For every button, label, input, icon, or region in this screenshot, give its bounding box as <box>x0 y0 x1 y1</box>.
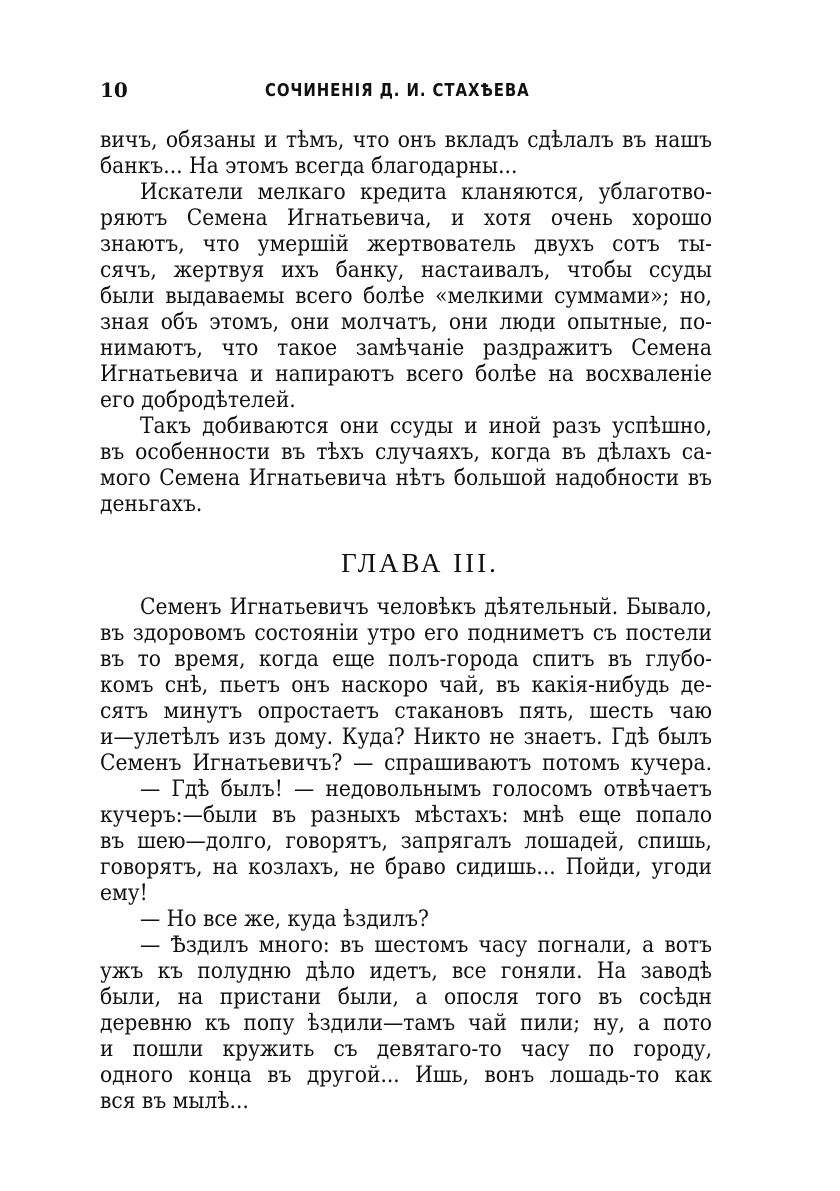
text-line: сячъ, жертвуя ихъ банку, настаивалъ, чтобы ссуды <box>100 257 712 283</box>
text-line: говорятъ, на козлахъ, не браво сидишь... Пойди, угоди <box>100 854 712 880</box>
text-line: знаютъ, что умершій жертвователь двухъ сотъ ты- <box>100 231 712 257</box>
text-line: вся въ мылѣ... <box>100 1088 249 1114</box>
chapter-heading: ГЛАВА III. <box>341 548 499 578</box>
page-number: 10 <box>100 78 128 102</box>
text-line: Семенъ Игнатьевичъ человѣкъ дѣятельный. Бывало, <box>140 594 712 620</box>
text-line: и—улетѣлъ изъ дому. Куда? Никто не знаетъ. Гдѣ былъ <box>100 724 712 750</box>
paragraph-block-1 <box>100 127 712 517</box>
text-line: ужъ къ полудню дѣло идетъ, все гоняли. На заводѣ <box>100 958 712 984</box>
text-line: въ здоровомъ состояніи утро его подниметъ съ постели <box>100 620 712 646</box>
text-line: деревню къ попу ѣздили—тамъ чай пили; ну, а пото <box>100 1010 712 1036</box>
text-line: Такъ добиваются они ссуды и иной разъ успѣшно, <box>140 413 712 439</box>
paragraph-block-2 <box>100 594 712 1114</box>
text-line: кучеръ:—были въ разныхъ мѣстахъ: мнѣ еще попало <box>100 802 712 828</box>
text-line: комъ снѣ, пьетъ онъ наскоро чай, въ какія-нибудь де- <box>100 672 712 698</box>
text-line: Семенъ Игнатьевичъ? — спрашиваютъ потомъ кучера. <box>100 750 712 776</box>
text-line: его добродѣтелей. <box>100 387 296 413</box>
text-line: вичъ, обязаны и тѣмъ, что онъ вкладъ сдѣлалъ въ нашъ <box>100 127 712 153</box>
text-line: въ то время, когда еще полъ-города спитъ въ глубо- <box>100 646 712 672</box>
text-line: сятъ минутъ опростаетъ стакановъ пять, шесть чаю <box>100 698 712 724</box>
text-line: ему! <box>100 880 148 906</box>
text-line: зная объ этомъ, они молчатъ, они люди опытные, по- <box>100 309 712 335</box>
text-line: были, на пристани были, а опосля того въ сосѣдн <box>100 984 712 1010</box>
text-line: въ шею—долго, говорятъ, запрягалъ лошадей, спишь, <box>100 828 712 854</box>
text-line: и пошли кружить съ девятаго-то часу по городу, <box>100 1036 712 1062</box>
text-line: одного конца въ другой... Ишь, вонъ лошадь-то как <box>100 1062 712 1088</box>
text-line: Игнатьевича и напираютъ всего болѣе на восхваленіе <box>100 361 712 387</box>
text-line: были выдаваемы всего болѣе «мелкими суммами»; но, <box>100 283 712 309</box>
text-line: деньгахъ. <box>100 491 203 517</box>
text-line: — Гдѣ былъ! — недовольнымъ голосомъ отвѣчаетъ <box>140 776 712 802</box>
page-header <box>100 78 720 108</box>
text-line: банкъ... На этомъ всегда благодарны... <box>100 153 518 179</box>
text-line: нимаютъ, что такое замѣчаніе раздражитъ Семена <box>100 335 712 361</box>
running-title: СОЧИНЕНІЯ Д. И. СТАХѢЕВА <box>265 80 530 101</box>
text-line: — Но все же, куда ѣздилъ? <box>140 906 429 932</box>
text-line: Искатели мелкаго кредита кланяются, ублаготво- <box>140 179 712 205</box>
text-line: ряютъ Семена Игнатьевича, и хотя очень хорошо <box>100 205 712 231</box>
text-line: въ особенности въ тѣхъ случаяхъ, когда въ дѣлахъ са- <box>100 439 712 465</box>
text-line: мого Семена Игнатьевича нѣтъ большой надобности въ <box>100 465 712 491</box>
text-line: — Ѣздилъ много: въ шестомъ часу погнали, а вотъ <box>140 932 712 958</box>
